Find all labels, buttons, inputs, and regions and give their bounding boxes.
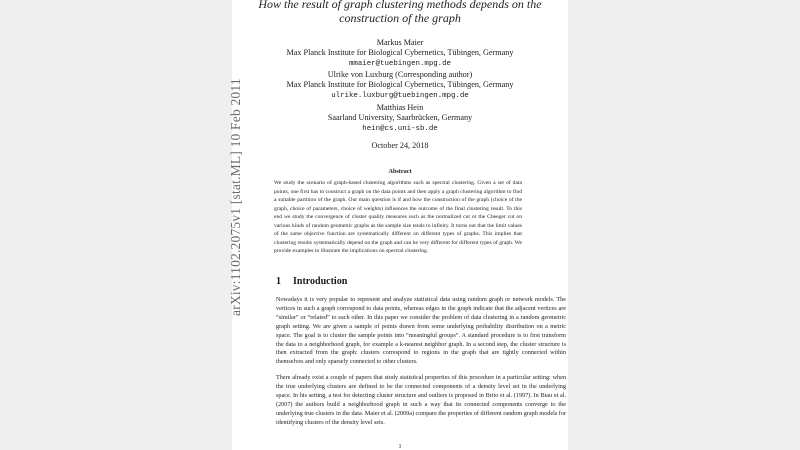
abstract-heading: Abstract (388, 168, 412, 175)
intro-paragraph-2: There already exist a couple of papers that study statistical properties of this procedure in a particular setting: when the true underlying clusters are defined to be the connected components of a density level set in the underlying space. In his setting, a test for detecting cluster structure and outliers is proposed in Brito et al. (1997). In Biau et al. (2007) the authors build a neighborhood graph in such a way that its connected components converge to the underlying true clusters in the data. Maier et al. (2009a) compare the properties of different random graph models for identifying clusters of the density level sets. (276, 374, 566, 426)
author-affiliation: Max Planck Institute for Biological Cybernetics, Tübingen, Germany (286, 80, 514, 90)
page-number: 1 (398, 443, 402, 450)
author-name: Markus Maier (376, 38, 424, 47)
paper-page (228, 0, 568, 450)
author-name: Matthias Hein (376, 103, 424, 112)
section-title: Introduction (293, 276, 348, 287)
author-email: hein@cs.uni-sb.de (362, 124, 438, 133)
author-block-1 (232, 38, 568, 69)
author-block-3 (232, 103, 568, 134)
abstract-text: We study the scenario of graph-based clustering algorithms such as spectral clustering. Given a set of data points, one first has to construct a graph on the data points and then apply a graph clustering algorithm to find a suitable partition of the graph. Our main question is if and how the construction of the graph (choice of the graph, choice of parameters, choice of weights) influences the outcome of the final clustering result. To this end we study the convergence of cluster quality measures such as the normalized cut or the Cheeger cut on various kinds of random geometric graphs as the sample size tends to infinity. It turns out that the limit values of the same objective function are systematically different on different types of graphs. This implies that clustering results systematically depend on the graph and can be very different for different types of graph. We provide examples to illustrate the implications on spectral clustering. (274, 180, 522, 255)
intro-paragraph-1: Nowadays it is very popular to represent and analyze statistical data using random graph or network models. The vertices in such a graph correspond to data points, whereas edges in the graph indicate that the adjacent vertices are “similar” or “related” to each other. In this paper we consider the problem of data clustering in a random geometric graph setting. We are given a sample of points drawn from some underlying probability distribution on a metric space. The goal is to cluster the sample points into “meaningful groups”. A standard procedure is to first transform the data to a neighborhood graph, for example a k-nearest neighbor graph. In a second step, the cluster structure is then extracted from the graph: clusters correspond to regions in the graph that are tightly connected within themselves and only sparsely connected to other clusters. (276, 296, 566, 366)
section-heading (276, 276, 347, 287)
author-name: Ulrike von Luxburg (Corresponding author) (327, 70, 473, 79)
author-affiliation: Max Planck Institute for Biological Cybernetics, Tübingen, Germany (286, 48, 514, 58)
paper-title: How the result of graph clustering methods depends on the construction of the graph (258, 0, 542, 25)
author-email: mmaier@tuebingen.mpg.de (348, 59, 451, 68)
author-email: ulrike.luxburg@tuebingen.mpg.de (331, 91, 469, 100)
arxiv-identifier: arXiv:1102.2075v1 [stat.ML] 10 Feb 2011 (228, 78, 243, 316)
section-number: 1 (276, 276, 281, 287)
author-block-2 (232, 70, 568, 101)
author-affiliation: Saarland University, Saarbrücken, Germany (327, 113, 473, 123)
paper-date: October 24, 2018 (371, 141, 429, 150)
